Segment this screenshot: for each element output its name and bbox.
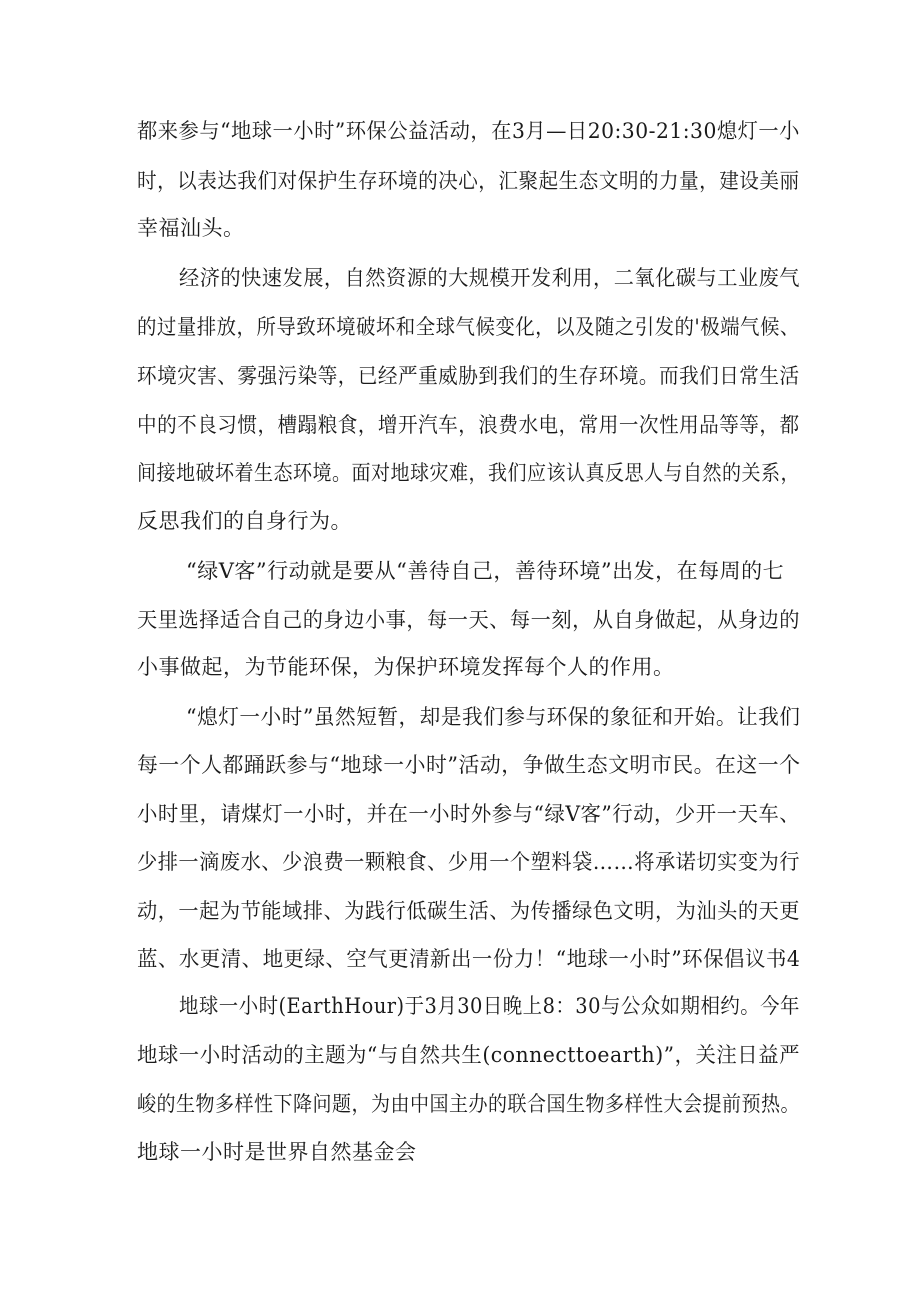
text-line: 蓝、水更清、地更绿、空气更清新出一份力！“地球一小时”环保倡议书4 bbox=[137, 947, 801, 971]
text-line: 反思我们的自身行为。 bbox=[137, 509, 352, 533]
text-line: 都来参与“地球一小时”环保公益活动，在3月—日20:30-21:30熄灯一小 bbox=[137, 119, 800, 143]
text-line: 地球一小时(EarthHour)于3月30日晚上8：30与公众如期相约。今年 bbox=[179, 994, 800, 1018]
text-line: 间接地破坏着生态环境。面对地球灾难，我们应该认真反思人与自然的关系， bbox=[137, 461, 800, 485]
text-line: 地球一小时是世界自然基金会 bbox=[137, 1140, 417, 1164]
text-line: 每一个人都踊跃参与“地球一小时”活动，争做生态文明市民。在这一个 bbox=[137, 753, 801, 777]
text-line: 中的不良习惯，槽蹋粮食，增开汽车，浪费水电，常用一次性用品等等，都 bbox=[137, 413, 800, 437]
text-line: 幸福汕头。 bbox=[137, 216, 245, 240]
text-line: 少排一滴废水、少浪费一颗粮食、少用一个塑料袋……将承诺切实变为行 bbox=[137, 850, 800, 874]
text-line: “绿V客”行动就是要从“善待自己，善待环境”出发，在每周的七 bbox=[186, 559, 785, 583]
text-line: 地球一小时活动的主题为“与自然共生(connecttoearth)”，关注日益严 bbox=[137, 1043, 800, 1067]
text-line: 的过量排放，所导致环境破坏和全球气候变化，以及随之引发的'极端气候、 bbox=[137, 315, 800, 339]
text-line: 峻的生物多样性下降问题，为由中国主办的联合国生物多样性大会提前预热。 bbox=[137, 1092, 800, 1116]
text-line: 动，一起为节能域排、为践行低碳生活、为传播绿色文明，为汕头的天更 bbox=[137, 899, 800, 923]
text-line: 经济的快速发展，自然资源的大规模开发利用，二氧化碳与工业废气 bbox=[179, 266, 800, 290]
text-line: 时，以表达我们对保护生存环境的决心，汇聚起生态文明的力量，建设美丽 bbox=[137, 169, 800, 193]
text-line: 小事做起，为节能环保，为保护环境发挥每个人的作用。 bbox=[137, 655, 675, 679]
text-line: 天里选择适合自己的身边小事，每一天、每一刻，从自身做起，从身边的 bbox=[137, 608, 800, 632]
text-line: “熄灯一小时”虽然短暂，却是我们参与环保的象征和开始。让我们 bbox=[186, 705, 801, 729]
text-line: 小时里，请煤灯一小时，并在一小时外参与“绿V客”行动，少开一天车、 bbox=[137, 802, 801, 826]
text-line: 环境灾害、雾强污染等，已经严重威胁到我们的生存环境。而我们日常生活 bbox=[137, 364, 800, 388]
